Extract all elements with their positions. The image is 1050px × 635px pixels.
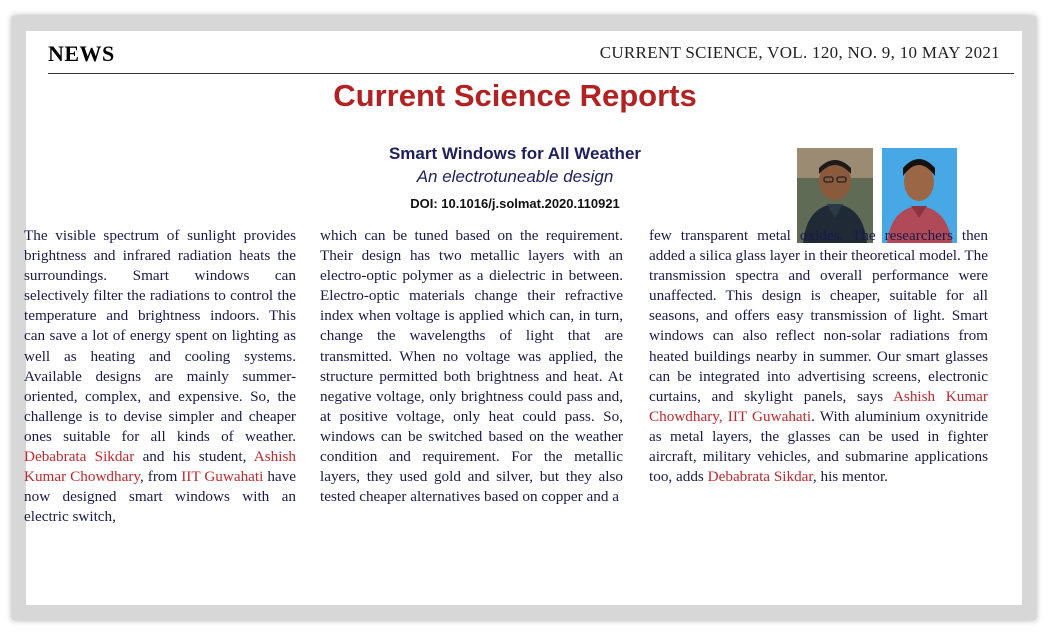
body-text: The visible spectrum of sunlight provides brightness and infrared radiation heats the surroundings. Smart windows can selectively filter the radiations to control the temperature and brightness indoors. This can save a lot of energy spent on lighting as well as heating and cooling systems. Available designs are mainly summer-oriented, complex, and expensive. So, the challenge is to devise simpler and cheaper ones suitable for all kinds of weather. — [24, 227, 296, 445]
article-doi: DOI: 10.1016/j.solmat.2020.110921 — [410, 196, 620, 211]
report-title: Current Science Reports — [333, 78, 697, 113]
body-text: have now designed smart windows with an electric switch, — [24, 468, 296, 526]
article-subtitle: An electrotuneable design — [416, 167, 614, 186]
body-text: , from — [140, 468, 182, 486]
body-column-3 — [649, 226, 988, 487]
body-text: , his mentor. — [812, 468, 888, 486]
author-name: Debabrata Sikdar — [707, 468, 813, 486]
journal-citation: CURRENT SCIENCE, VOL. 120, NO. 9, 10 MAY 2021 — [599, 43, 1000, 62]
body-column-2 — [320, 226, 623, 507]
body-column-1 — [24, 226, 296, 527]
body-text: . With aluminium oxynitride as metal layers, the glasses can be used in fighter aircraft, military vehicles, and submarine applications too, adds — [649, 407, 988, 486]
author-name: Ashish Kumar Chowdhary, IIT Guwahati — [649, 387, 988, 425]
header-rule — [48, 73, 1014, 74]
author-name: Debabrata Sikdar — [24, 448, 135, 466]
body-text: which can be tuned based on the requirement. Their design has two metallic layers with an electro-optic polymer as a dielectric in between. Electro-optic materials change their refractive index when voltage is applied which can, in turn, change the wavelengths of light that are transmitted. When no voltage was applied, the structure permitted both brightness and heat. At negative voltage, only brightness could pass and, at positive voltage, only heat could pass. So, windows can be switched based on the weather condition and requirement. For the metallic layers, they used gold and silver, but they also tested cheaper alternatives based on copper and a — [320, 227, 623, 506]
body-text: and his student, — [134, 448, 254, 466]
institution-name: IIT Guwahati — [181, 468, 264, 486]
body-text: few transparent metal oxides. The researchers then added a silica glass layer in their theoretical model. The transmission spectra and overall performance were unaffected. This design is cheaper, suitable for all seasons, and offers easy transmission of light. Smart windows can also reflect non-solar radiations from heated buildings nearby in summer. Our smart glasses can be integrated into advertising screens, electronic curtains, and skylight panels, says — [649, 227, 988, 405]
section-label: NEWS — [48, 41, 115, 66]
article-title: Smart Windows for All Weather — [388, 144, 642, 163]
author-name: Ashish Kumar Chowdhary — [24, 448, 296, 486]
